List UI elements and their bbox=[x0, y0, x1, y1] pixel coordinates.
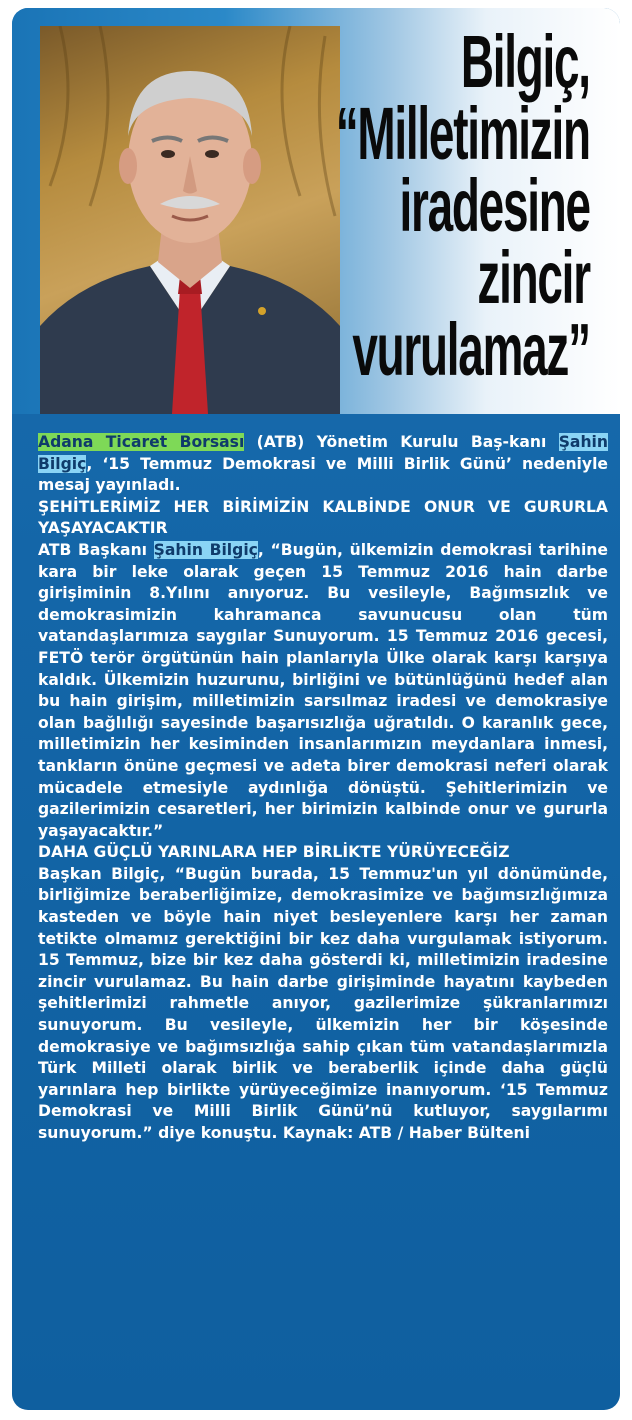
headline bbox=[335, 20, 590, 391]
para1-lead: ATB Başkanı bbox=[38, 540, 154, 559]
paragraph-1 bbox=[38, 540, 608, 842]
org-highlight: Adana Ticaret Borsası bbox=[38, 433, 245, 451]
para1-text: , “Bugün, ülkemizin demokrasi tarihine kara bir leke olarak geçen 15 Temmuz 2016 hain darbe girişiminin 8.Yılını anıyoruz. Bu vesileyle, Bağımsızlık ve demokrasimizin kahramanca savunucusu olan tüm vatandaşlarımıza saygılar Sunuyorum. 15 Temmuz 2016 gecesi, FETÖ terör örgütünün hain planlarıyla Ülke olarak karşı karşıya kaldık. Ülkemizin huzurunu, birliğini ve bütünlüğünü hedef alan bu hain girişim, milletimizin sarsılmaz iradesi ve demokrasiye olan bağlılığı sayesinde başarısızlığa uğratıldı. O karanlık gece, milletimizin her kesiminden insanlarımızın meydanlara inmesi, tankların önüne geçmesi ve adeta birer demokrasi neferi olarak mücadele etmesiyle aydınlığa dönüştü. Şehitlerimizin ve gazilerimizin cesaretleri, her birimizin kalbinde onur ve gururla yaşayacaktır.” bbox=[38, 540, 608, 840]
portrait-photo bbox=[40, 26, 340, 414]
headline-line-1: Bilgiç, bbox=[461, 20, 590, 103]
paragraph-2: Başkan Bilgiç, “Bugün burada, 15 Temmuz'un yıl dönümünde, birliğimize beraberliğimize, demokrasimize ve bağımsızlığımıza kasteden ve böyle hain niyet besleyenlere karşı her zaman tetikte olmamız gerektiğini bir kez daha vurgulamak istiyorum. 15 Temmuz, bize bir kez daha gösterdi ki, milletimizin iradesine zincir vurulamaz. Bu hain darbe girişiminde hayatını kaybeden şehitlerimizi rahmetle anıyor, gazilerimize şükranlarımızı sunuyorum. Bu vesileyle, ülkemizin her bir köşesinde demokrasiye ve bağımsızlığa sahip çıkan tüm vatandaşlarımızla Türk Milleti olarak birlik ve beraberlik içinde daha güçlü yarınlara hep birlikte yürüyeceğimize inanıyorum. ‘15 Temmuz Demokrasi ve Milli Birlik Günü’nü kutluyor, saygılarımı sunuyorum.” diye konuştu. Kaynak: ATB / Haber Bülteni bbox=[38, 864, 608, 1142]
headline-line-2: “Milletimizin bbox=[335, 92, 590, 175]
subheading-2: DAHA GÜÇLÜ YARINLARA HEP BİRLİKTE YÜRÜYECEĞİZ bbox=[38, 843, 510, 862]
para1-name-highlight: Şahin Bilgiç bbox=[153, 540, 258, 559]
article-body bbox=[38, 432, 608, 1145]
news-card bbox=[12, 8, 620, 1410]
headline-line-4: zincir bbox=[477, 236, 590, 319]
hero-banner bbox=[12, 8, 620, 414]
headline-line-5: vurulamaz” bbox=[352, 308, 590, 391]
intro-text-1: (ATB) Yönetim Kurulu Baş-kanı bbox=[244, 433, 559, 451]
intro-paragraph bbox=[38, 432, 608, 497]
intro-text-2: , ‘15 Temmuz Demokrasi ve Milli Birlik Günü’ nedeniyle mesaj yayınladı. bbox=[38, 454, 608, 495]
subheading-1: ŞEHİTLERİMİZ HER BİRİMİZİN KALBİNDE ONUR VE GURURLA YAŞAYACAKTIR bbox=[38, 497, 608, 538]
headline-line-3: iradesine bbox=[399, 164, 590, 247]
name-highlight: Şahin Bilgiç bbox=[38, 433, 608, 473]
